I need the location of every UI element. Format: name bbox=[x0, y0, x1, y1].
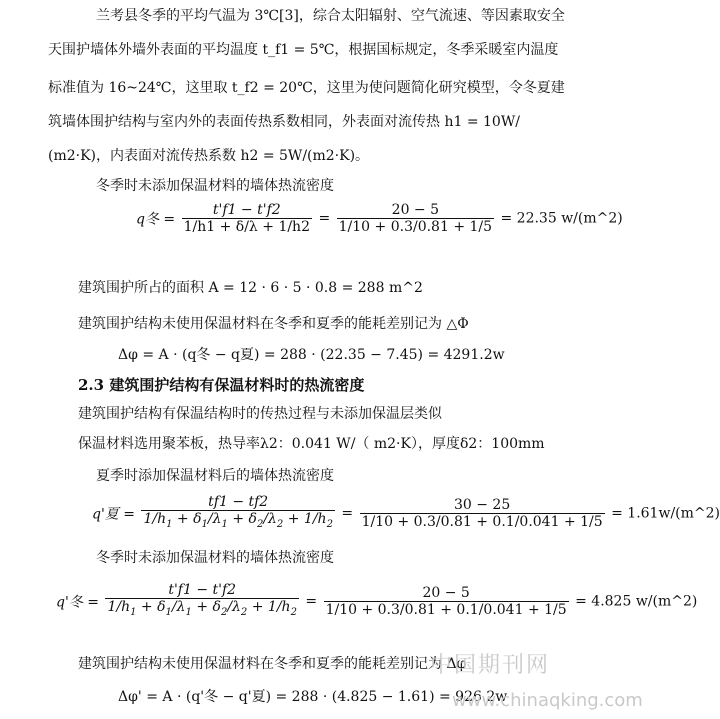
paragraph-line: 兰考县冬季的平均气温为 3℃[3]，综合太阳辐射、空气流速、等因素取安全 bbox=[96, 8, 565, 24]
fraction-denominator: 1/10 + 0.3/0.81 + 1/5 bbox=[338, 219, 493, 235]
watermark-url: www.chinaqking.com bbox=[452, 690, 643, 711]
equation-fraction bbox=[337, 202, 494, 235]
fraction-denominator: $1/h_1 + \delta_1/\lambda_1 + \delta_2/\lambda_2 + 1/h_2$ bbox=[107, 599, 297, 618]
equation-fraction bbox=[324, 585, 569, 618]
equation-result: = 1.61w/(m^2) bbox=[611, 505, 720, 522]
equation-lhs: q'夏 = bbox=[92, 506, 135, 523]
fraction-numerator: 20 − 5 bbox=[324, 585, 569, 602]
fraction-numerator: 30 − 25 bbox=[360, 497, 605, 514]
fraction-denominator: 1/10 + 0.3/0.81 + 0.1/0.041 + 1/5 bbox=[361, 513, 603, 530]
fraction-numerator: t'f1 − t'f2 bbox=[105, 582, 298, 599]
equation-result: = 22.35 w/(m^2) bbox=[500, 210, 623, 227]
equation-summer-insulated: q'夏 = $\frac{tf1 - tf2}{1/h_1 + \delta_1/\lambda_1 + \delta_2/\lambda_2 + 1/h_2}$ = $\frac{30 - 25}{1/10 + 0.3/0.81 + 0.1/0.041 + 1/5}$ = 1.61w/(m^2) bbox=[92, 494, 720, 533]
equation-energy-difference: Δφ = A · (q冬 − q夏) = 288 · (22.35 − 7.45) = 4291.2w bbox=[118, 347, 505, 363]
paragraph-line: (m2·K)，内表面对流传热系数 h2 = 5W/(m2·K)。 bbox=[48, 148, 370, 164]
paragraph-line: 建筑围护结构未使用保温材料在冬季和夏季的能耗差别记为 Δφ bbox=[78, 656, 467, 672]
fraction-denominator: 1/h1 + δ/λ + 1/h2 bbox=[183, 219, 310, 235]
section-heading: 2.3 建筑围护结构有保温材料时的热流密度 bbox=[78, 376, 365, 394]
fraction-denominator: 1/10 + 0.3/0.81 + 0.1/0.041 + 1/5 bbox=[325, 601, 567, 618]
fraction-numerator: t'f1 − t'f2 bbox=[182, 202, 312, 219]
equation-result: = 4.825 w/(m^2) bbox=[575, 593, 698, 610]
paragraph-line: 保温材料选用聚苯板，热导率λ2：0.041 W/（ m2·K），厚度δ2：100mm bbox=[78, 436, 545, 452]
paragraph-line: 建筑围护结构有保温结构时的传热过程与未添加保温层类似 bbox=[78, 406, 442, 422]
fraction-denominator: $1/h_1 + \delta_1/\lambda_1 + \delta_2/\lambda_2 + 1/h_2$ bbox=[143, 511, 333, 530]
equation-fraction bbox=[360, 497, 605, 530]
paragraph-line: 标准值为 16~24℃，这里取 t_f2 = 20℃，这里为使问题简化研究模型，令冬夏建 bbox=[48, 80, 565, 96]
equation-winter-no-insulation: q冬 = $\frac{t'f1 - t'f2}{1/h1 + \delta/\lambda + 1/h2}$ = $\frac{20 - 5}{1/10 + 0.3/0.81 + 1/5}$ = 22.35 w/(m^2) bbox=[136, 202, 623, 235]
equation-lhs: q冬 = bbox=[136, 211, 176, 228]
equation-lhs: q'冬 = bbox=[56, 594, 99, 611]
equation-fraction bbox=[105, 582, 298, 621]
paragraph-line: 夏季时添加保温材料后的墙体热流密度 bbox=[96, 468, 334, 484]
paragraph-line: 筑墙体围护结构与室内外的表面传热系数相同，外表面对流传热 h1 = 10W/ bbox=[48, 114, 520, 130]
watermark-logo: 中国期刊网 bbox=[430, 653, 551, 678]
paragraph-line: 冬季时未添加保温材料的墙体热流密度 bbox=[96, 178, 334, 194]
paragraph-line: 天围护墙体外墙外表面的平均温度 t_f1 = 5℃，根据国标规定，冬季采暖室内温度 bbox=[48, 42, 559, 58]
equation-energy-difference-insulated: Δφ' = A · (q'冬 − q'夏) = 288 · (4.825 − 1.61) = 926.2w bbox=[118, 689, 508, 705]
equation-fraction bbox=[182, 202, 312, 235]
fraction-numerator: tf1 − tf2 bbox=[141, 494, 334, 511]
equation-fraction bbox=[141, 494, 334, 533]
paragraph-line: 冬季时未添加保温材料的墙体热流密度 bbox=[96, 550, 334, 566]
fraction-numerator: 20 − 5 bbox=[337, 202, 494, 219]
equation-winter-insulated: q'冬 = $\frac{t'f1 - t'f2}{1/h_1 + \delta_1/\lambda_1 + \delta_2/\lambda_2 + 1/h_2}$ = $\frac{20 - 5}{1/10 + 0.3/0.81 + 0.1/0.041 + 1/5}$ = 4.825 w/(m^2) bbox=[56, 582, 697, 621]
paragraph-line: 建筑围护所占的面积 A = 12 · 6 · 5 · 0.8 = 288 m^2 bbox=[78, 280, 423, 296]
paragraph-line: 建筑围护结构未使用保温材料在冬季和夏季的能耗差别记为 △Φ bbox=[78, 316, 469, 332]
